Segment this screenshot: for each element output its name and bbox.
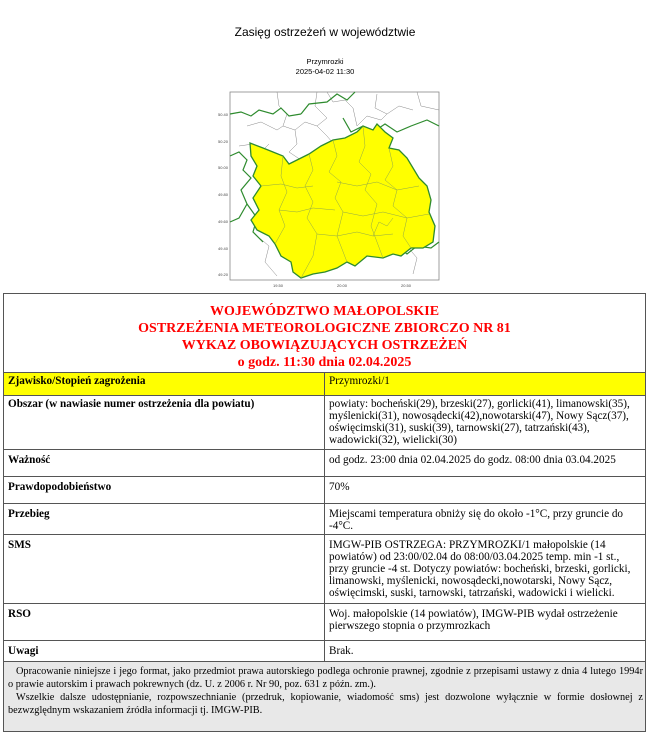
lon-label: 20.00 <box>337 283 348 288</box>
row-value: od godz. 23:00 dnia 02.04.2025 do godz. 08:00 dnia 03.04.2025 <box>325 450 646 477</box>
table-row-waznosc <box>4 450 646 477</box>
row-label: Uwagi <box>4 641 325 666</box>
table-row-zjawisko <box>4 373 646 396</box>
row-label: RSO <box>4 604 325 641</box>
lon-label: 19.50 <box>273 283 284 288</box>
copyright-paragraph: Wszelkie dalsze udostępnianie, rozpowszechnianie (przedruk, kopiowanie, wiadomość sms) jest dozwolone wyłącznie w formie dosłownej z bezwzględnym wskazaniem źródła informacji tj. IMGW-PIB. <box>8 692 643 716</box>
warnings-table <box>3 293 646 666</box>
map-caption <box>0 57 650 77</box>
lat-label: 50.20 <box>218 139 229 144</box>
table-header <box>4 294 646 373</box>
warning-map <box>217 86 443 290</box>
row-label: Obszar (w nawiasie numer ostrzeżenia dla powiatu) <box>4 396 325 450</box>
lat-label: 49.20 <box>218 272 229 277</box>
lon-label: 20.50 <box>401 283 412 288</box>
row-value: Brak. <box>325 641 646 666</box>
row-value: powiaty: bocheński(29), brzeski(27), gorlicki(41), limanowski(35), myślenicki(31), nowosądecki(42),nowotarski(47), Nowy Sącz(37), oświęcimski(31), suski(39), tarnowski(27), tatrzański(43), wadowicki(32), wielicki(30) <box>325 396 646 450</box>
row-label: Ważność <box>4 450 325 477</box>
row-value: IMGW-PIB OSTRZEGA: PRZYMROZKI/1 małopolskie (14 powiatów) od 23:00/02.04 do 08:00/03.04.2025 temp. min -1 st., przy gruncie -4 st. Dotyczy powiatów: bocheński, brzeski, gorlicki, limanowski, myślenicki, nowosądecki,nowotarski, Nowy Sącz, oświęcimski, suski, tarnowski, tatrzański, wadowicki i wielicki. <box>325 535 646 604</box>
row-label: Przebieg <box>4 504 325 535</box>
table-row-przebieg <box>4 504 646 535</box>
lat-label: 50.00 <box>218 165 229 170</box>
row-value: Woj. małopolskie (14 powiatów), IMGW-PIB wydał ostrzeżenie pierwszego stopnia o przymrozkach <box>325 604 646 641</box>
page-title: Zasięg ostrzeżeń w województwie <box>234 25 416 39</box>
voivodeship-map-svg <box>217 86 443 290</box>
row-value: Miejscami temperatura obniży się do około -1°C, przy gruncie do -4°C. <box>325 504 646 535</box>
table-row-prawdopodobienstwo <box>4 477 646 504</box>
row-value: 70% <box>325 477 646 504</box>
row-value: Przymrozki/1 <box>325 373 646 396</box>
map-phenomenon: Przymrozki <box>306 57 344 66</box>
map-datetime: 2025-04-02 11:30 <box>295 67 355 76</box>
lat-label: 49.60 <box>218 219 229 224</box>
header-line-4: o godz. 11:30 dnia 02.04.2025 <box>237 355 412 370</box>
row-label: Prawdopodobieństwo <box>4 477 325 504</box>
table-row-rso <box>4 604 646 641</box>
row-label: Zjawisko/Stopień zagrożenia <box>4 373 325 396</box>
lat-label: 49.40 <box>218 246 229 251</box>
copyright-paragraph: Opracowanie niniejsze i jego format, jako przedmiot prawa autorskiego podlega ochronie prawnej, zgodnie z przepisami ustawy z dnia 4 lutego 1994r o prawie autorskim i prawach pokrewnych (dz. U. z 2006 r. Nr 90, poz. 631 z późn. zm.). <box>8 666 643 690</box>
header-line-1: WOJEWÓDZTWO MAŁOPOLSKIE <box>209 304 440 319</box>
header-line-2: OSTRZEŻENIA METEOROLOGICZNE ZBIORCZO NR 81 <box>138 321 511 336</box>
lat-label: 49.80 <box>218 192 229 197</box>
row-label: SMS <box>4 535 325 604</box>
copyright-note <box>3 661 646 732</box>
header-row <box>4 294 646 373</box>
table-row-sms <box>4 535 646 604</box>
table-row-obszar <box>4 396 646 450</box>
lat-label: 50.40 <box>218 112 229 117</box>
header-line-3: WYKAZ OBOWIĄZUJĄCYCH OSTRZEŻEŃ <box>181 338 468 353</box>
